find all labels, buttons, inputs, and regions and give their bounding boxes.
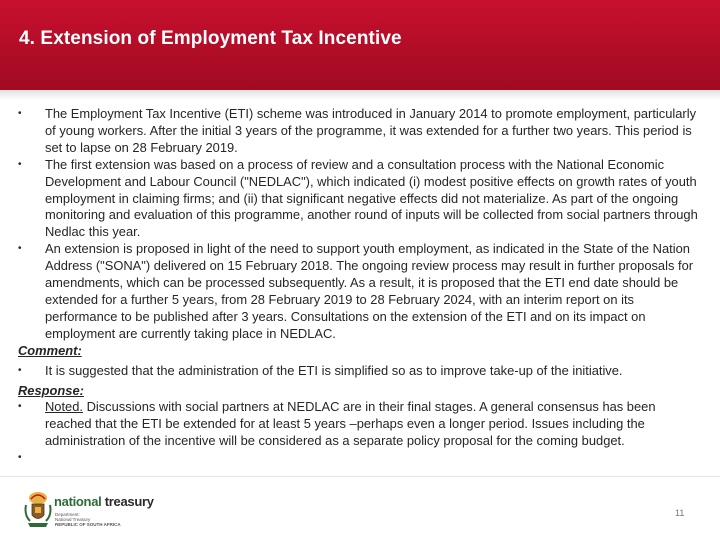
brand-name-part-b: treasury — [101, 494, 154, 509]
list-item — [18, 106, 704, 157]
bullet-icon: • — [18, 364, 22, 376]
footer-divider — [0, 476, 720, 477]
comment-text: It is suggested that the administration of the ETI is simplified so as to improve take-up of the initiative. — [45, 362, 623, 378]
bullet-text: The first extension was based on a process of review and a consultation process with the National Economic Development and Labour Council ("NEDLAC"), which indicated (i) modest positive effects on growth rates of youth employment in claiming firms; and (ii) that significant negative effects did not materialize. As part of the ongoing monitoring and evaluation of this programme, another round of inputs will be collected from social partners through Nedlac this year. — [45, 156, 698, 240]
bullet-text: An extension is proposed in light of the need to support youth employment, as indicated in the State of the Nation Address ("SONA") delivered on 15 February 2018. The ongoing review process may result in further proposals for amendments, which can be processed subsequently. As a result, it is proposed that the ETI end date should be extended for a further 5 years, from 28 February 2019 to 28 February 2024, with an interim report on its performance to be published after 3 years. Consultations on the extension of the ETI and on its impact on employment are currently taking place in NEDLAC. — [45, 241, 694, 341]
bullet-icon: • — [18, 401, 22, 413]
brand-sub-line: REPUBLIC OF SOUTH AFRICA — [55, 522, 121, 528]
brand-name — [54, 494, 154, 509]
list-item — [18, 399, 704, 450]
list-item — [18, 241, 704, 342]
slide-body — [18, 106, 704, 464]
coat-of-arms-icon — [22, 489, 54, 529]
brand-name-part-a: national — [54, 494, 102, 509]
comment-label: Comment: — [18, 342, 82, 358]
bullet-text: The Employment Tax Incentive (ETI) scheme was introduced in January 2014 to promote employment, particularly of young workers. After the initial 3 years of the programme, it was extended for a further two years. This period is set to lapse on 28 February 2019. — [45, 106, 697, 155]
page-number: 11 — [675, 508, 685, 518]
brand-sub-line: National Treasury — [55, 517, 91, 523]
brand-subtitle — [55, 512, 165, 528]
list-item — [18, 363, 704, 380]
bullet-icon: • — [18, 452, 22, 464]
list-item — [18, 157, 704, 242]
noted-text: Noted. — [45, 399, 83, 415]
response-text: Discussions with social partners at NEDLAC are in their final stages. A general consensus has been reached that the ETI be extended for at least 5 years –perhaps even a longer period. Issues including the administration of the incentive will be considered as a separate policy proposal for the coming budget. — [45, 399, 656, 449]
bullet-icon: • — [18, 108, 22, 119]
response-label: Response: — [18, 382, 84, 398]
bullet-icon: • — [18, 243, 22, 255]
bullet-icon: • — [18, 158, 22, 170]
brand-sub-line: Department: — [55, 512, 80, 517]
slide-title: 4. Extension of Employment Tax Incentive — [19, 28, 402, 49]
slide-header — [0, 0, 720, 90]
